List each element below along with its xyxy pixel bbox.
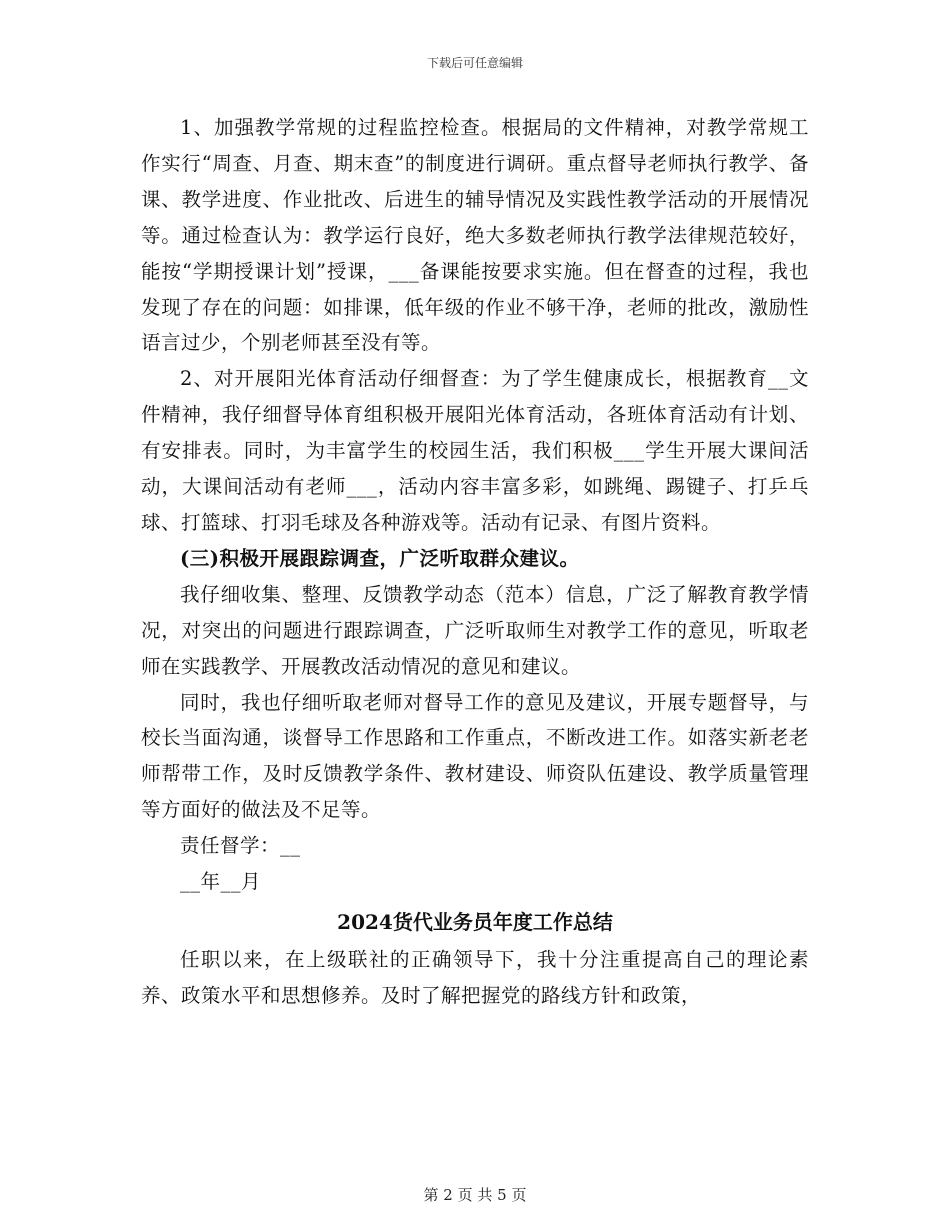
section-heading-tracking: (三)积极开展跟踪调查，广泛听取群众建议。 <box>180 546 580 570</box>
paragraph-feedback: 我仔细收集、整理、反馈教学动态（范本）信息，广泛了解教育教学情况，对突出的问题进行跟踪调查，广泛听取师生对教学工作的意见，听取老师在实践教学、开展教改活动情况的意见和建议。 <box>141 582 809 678</box>
paragraph-summary-intro: 任职以来，在上级联社的正确领导下，我十分注重提高自己的理论素养、政策水平和思想修养。及时了解把握党的路线方针和政策， <box>141 947 809 1007</box>
document-title: 2024货代业务员年度工作总结 <box>337 909 613 934</box>
paragraph-teacher-opinions: 同时，我也仔细听取老师对督导工作的意见及建议，开展专题督导，与校长当面沟通，谈督导工作思路和工作重点，不断改进工作。如落实新老老师帮带工作，及时反馈教学条件、教材建设、师资队伍建设、教学质量管理等方面好的做法及不足等。 <box>141 690 809 822</box>
paragraph-sports-activity: 2、对开展阳光体育活动仔细督查：为了学生健康成长，根据教育__文件精神，我仔细督导体育组积极开展阳光体育活动，各班体育活动有计划、有安排表。同时，为丰富学生的校园生活，我们积极___学生开展大课间活动，大课间活动有老师___，活动内容丰富多彩，如跳绳、踢键子、打乒乓球、打篮球、打羽毛球及各种游戏等。活动有记录、有图片资料。 <box>141 367 809 534</box>
signature-line: 责任督学：__ <box>180 834 301 858</box>
page-header: 下载后可任意编辑 <box>426 56 523 70</box>
page-footer: 第 2 页 共 5 页 <box>423 1186 527 1204</box>
date-line: __年__月 <box>180 870 262 894</box>
paragraph-teaching-routine: 1、加强教学常规的过程监控检查。根据局的文件精神，对教学常规工作实行“周查、月查、期末查”的制度进行调研。重点督导老师执行教学、备课、教学进度、作业批改、后进生的辅导情况及实践性教学活动的开展情况等。通过检查认为：教学运行良好，绝大多数老师执行教学法律规范较好，能按“学期授课计划”授课，___备课能按要求实施。但在督查的过程，我也发现了存在的问题：如排课，低年级的作业不够干净，老师的批改，激励性语言过少，个别老师甚至没有等。 <box>141 116 809 355</box>
document-body <box>141 110 809 1014</box>
